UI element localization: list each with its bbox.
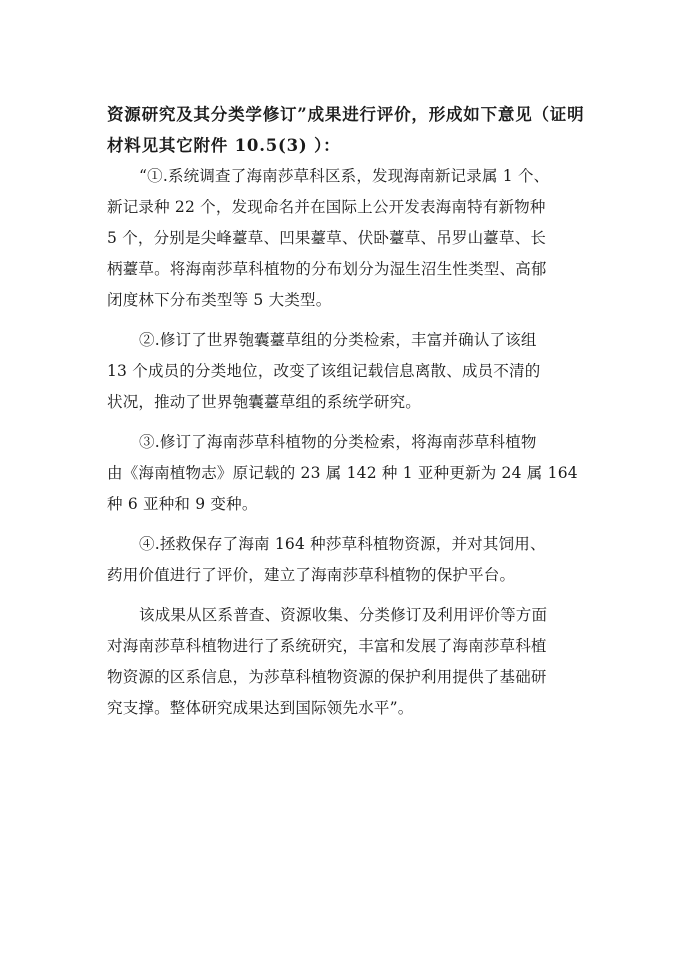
conclusion-line-4: 究支撑。整体研究成果达到国际领先水平”。	[107, 699, 414, 717]
item-3-line-1: ③.修订了海南莎草科植物的分类检索，将海南莎草科植物	[139, 433, 537, 451]
document-body	[107, 99, 585, 724]
item-2-line-2: 13 个成员的分类地位，改变了该组记载信息离散、成员不清的	[107, 362, 541, 380]
item-1-line-1: “①.系统调查了海南莎草科区系，发现海南新记录属 1 个、	[139, 167, 550, 185]
item-4-line-2: 药用价值进行了评价，建立了海南莎草科植物的保护平台。	[107, 566, 516, 584]
item-3-line-3: 种 6 亚种和 9 变种。	[107, 495, 258, 513]
item-3-line-2: 由《海南植物志》原记载的 23 属 142 种 1 亚种更新为 24 属 164	[107, 464, 578, 482]
item-1-line-5: 闭度林下分布类型等 5 大类型。	[107, 291, 332, 309]
item-4-line-1: ④.拯救保存了海南 164 种莎草科植物资源，并对其饲用、	[139, 535, 546, 553]
item-1-line-4: 柄薹草。将海南莎草科植物的分布划分为湿生沼生性类型、高郁	[107, 260, 547, 278]
conclusion-line-3: 物资源的区系信息，为莎草科植物资源的保护利用提供了基础研	[107, 668, 547, 686]
item-2-line-3: 状况，推动了世界匏囊薹草组的系统学研究。	[107, 393, 422, 411]
item-1-line-2: 新记录种 22 个，发现命名并在国际上公开发表海南特有新物种	[107, 198, 546, 216]
intro-line-1: 资源研究及其分类学修订”成果进行评价，形成如下意见（证明	[107, 105, 585, 124]
conclusion-line-2: 对海南莎草科植物进行了系统研究，丰富和发展了海南莎草科植	[107, 637, 547, 655]
intro-line-2: 材料见其它附件 10.5(3) ）：	[107, 136, 341, 155]
item-2-line-1: ②.修订了世界匏囊薹草组的分类检索，丰富并确认了该组	[139, 331, 537, 349]
conclusion-line-1: 该成果从区系普查、资源收集、分类修订及利用评价等方面	[139, 606, 548, 624]
item-1-line-3: 5 个，分别是尖峰薹草、凹果薹草、伏卧薹草、吊罗山薹草、长	[107, 229, 547, 247]
